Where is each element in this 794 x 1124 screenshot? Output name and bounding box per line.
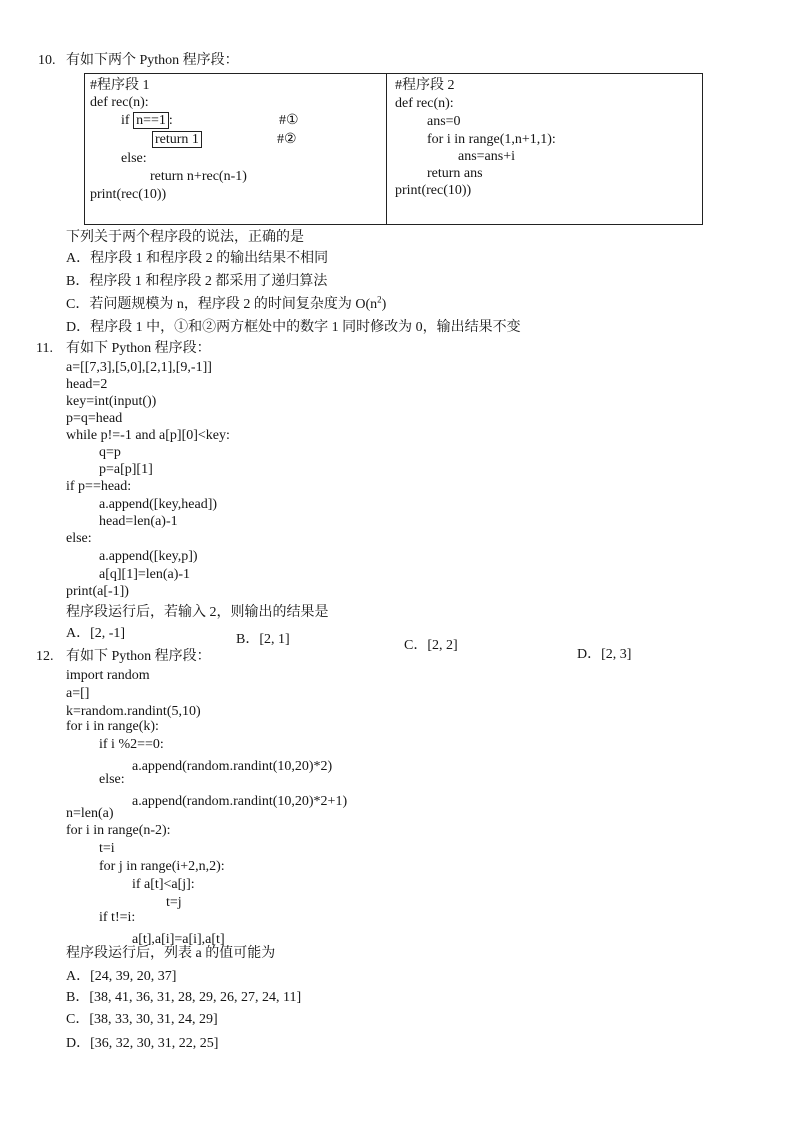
q12-code-line: a=[] (66, 686, 90, 701)
q12-code-line: for j in range(i+2,n,2): (99, 859, 225, 874)
q11-code-line: else: (66, 531, 92, 546)
seg1-else: else: (121, 151, 147, 166)
seg2-ans-init: ans=0 (427, 114, 461, 129)
seg1-if-keyword: if (121, 113, 134, 128)
q12-option-c: C．[38, 33, 30, 31, 24, 29] (66, 1012, 218, 1027)
q11-code-line: print(a[-1]) (66, 584, 129, 599)
q10-code-table (84, 73, 703, 225)
q10-table-divider (386, 74, 387, 224)
q12-code-line: t=i (99, 841, 115, 856)
q12-code-line: else: (99, 772, 125, 787)
seg1-return-else: return n+rec(n-1) (150, 169, 247, 184)
seg2-def: def rec(n): (395, 96, 454, 111)
q11-code-line: p=a[p][1] (99, 462, 153, 477)
seg1-print: print(rec(10)) (90, 187, 167, 202)
q12-code-line: if t!=i: (99, 910, 136, 925)
seg2-accumulate: ans=ans+i (458, 149, 516, 164)
q11-code-line: a[q][1]=len(a)-1 (99, 567, 191, 582)
q11-code-line: q=p (99, 445, 121, 460)
seg1-title: #程序段 1 (90, 78, 150, 93)
q10-stem: 有如下两个 Python 程序段： (66, 53, 239, 68)
seg2-print: print(rec(10)) (395, 183, 472, 198)
q11-option-c: C．[2, 2] (404, 638, 458, 653)
q11-question: 程序段运行后，若输入 2，则输出的结果是 (66, 605, 329, 620)
seg1-if-line (121, 112, 173, 129)
q11-code-line: head=2 (66, 377, 108, 392)
q11-number: 11. (36, 341, 53, 356)
q12-code-line: for i in range(k): (66, 719, 159, 734)
seg2-return: return ans (427, 166, 483, 181)
q12-code-line: n=len(a) (66, 806, 114, 821)
q12-code-line: a[t],a[i]=a[i],a[t] (132, 932, 225, 947)
seg1-if-colon: : (168, 113, 173, 128)
q12-code-line: t=j (166, 895, 182, 910)
q11-code-line: if p==head: (66, 479, 132, 494)
seg1-box2-return: return 1 (152, 131, 202, 148)
seg1-box1-condition: n==1 (133, 112, 169, 129)
q11-code-line: head=len(a)-1 (99, 514, 178, 529)
q11-code-line: key=int(input()) (66, 394, 157, 409)
q11-code-line: while p!=-1 and a[p][0]<key: (66, 428, 230, 443)
q12-option-a: A．[24, 39, 20, 37] (66, 969, 177, 984)
q10-option-c-close: ) (381, 297, 387, 312)
q12-code-line: if i %2==0: (99, 737, 164, 752)
seg2-title: #程序段 2 (395, 78, 455, 93)
q12-stem: 有如下 Python 程序段： (66, 649, 211, 664)
q10-option-b: B．程序段 1 和程序段 2 都采用了递归算法 (66, 274, 328, 289)
q11-option-a: A．[2, -1] (66, 626, 126, 641)
q11-option-d: D．[2, 3] (577, 647, 632, 662)
q11-option-b: B．[2, 1] (236, 632, 290, 647)
q11-code-line: a.append([key,p]) (99, 549, 198, 564)
q10-option-d: D．程序段 1 中，①和②两方框处中的数字 1 同时修改为 0，输出结果不变 (66, 320, 521, 335)
q12-code-line: a.append(random.randint(10,20)*2+1) (132, 794, 348, 809)
q12-option-d: D．[36, 32, 30, 31, 22, 25] (66, 1036, 219, 1051)
seg1-mark2: #② (277, 132, 297, 147)
q12-code-line: if a[t]<a[j]: (132, 877, 195, 892)
q12-code-line: for i in range(n-2): (66, 823, 171, 838)
seg1-def: def rec(n): (90, 95, 149, 110)
q11-stem: 有如下 Python 程序段： (66, 341, 211, 356)
seg1-mark1: #① (279, 113, 299, 128)
q12-code-line: import random (66, 668, 150, 683)
q12-code-line: a.append(random.randint(10,20)*2) (132, 759, 333, 774)
q10-number: 10. (38, 53, 56, 68)
q12-question: 程序段运行后，列表 a 的值可能为 (66, 946, 276, 961)
q12-number: 12. (36, 649, 54, 664)
q10-option-c-text: C．若问题规模为 n，程序段 2 的时间复杂度为 O(n (66, 297, 378, 312)
q10-question: 下列关于两个程序段的说法，正确的是 (66, 230, 304, 245)
q12-option-b: B．[38, 41, 36, 31, 28, 29, 26, 27, 24, 11] (66, 990, 302, 1005)
q11-code-line: p=q=head (66, 411, 123, 426)
q10-option-a: A．程序段 1 和程序段 2 的输出结果不相同 (66, 251, 329, 266)
q10-option-c-exponent: 2 (377, 294, 382, 305)
q11-code-line: a.append([key,head]) (99, 497, 218, 512)
q12-code-line: k=random.randint(5,10) (66, 704, 201, 719)
seg2-for: for i in range(1,n+1,1): (427, 132, 556, 147)
q11-code-line: a=[[7,3],[5,0],[2,1],[9,-1]] (66, 360, 212, 375)
q10-option-c (66, 296, 386, 313)
